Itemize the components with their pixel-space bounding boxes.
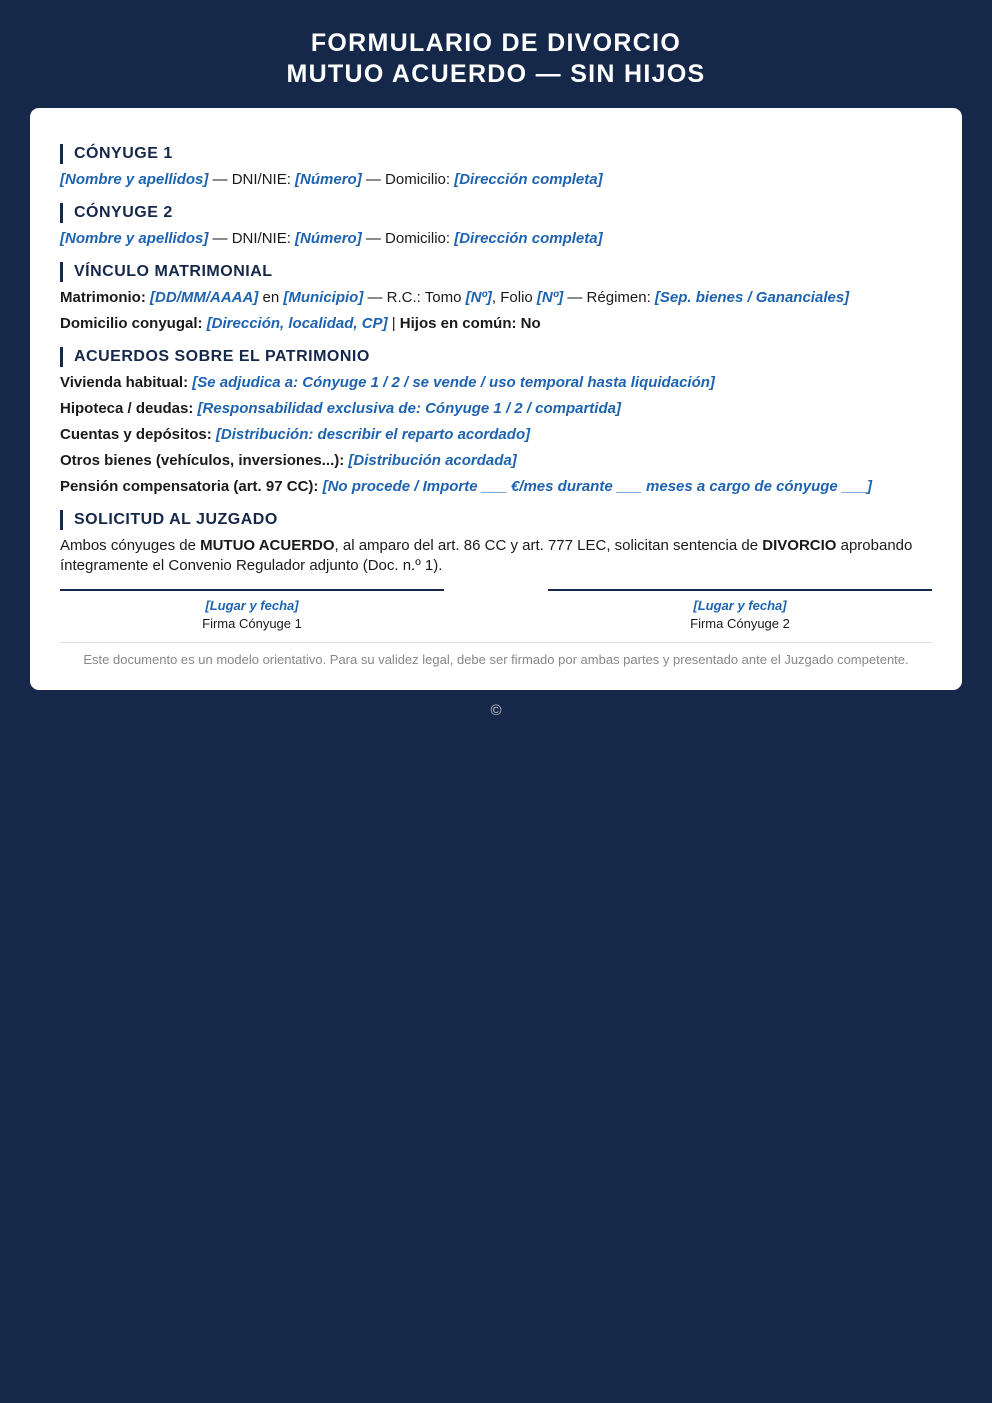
conyuge-1-details bbox=[60, 170, 932, 190]
label: — DNI/NIE: bbox=[208, 171, 296, 188]
pension-field[interactable]: [No procede / Importe ___ €/mes durante ___ meses a cargo de cónyuge ___] bbox=[322, 478, 872, 495]
municipio-field[interactable]: [Municipio] bbox=[283, 289, 364, 306]
page-title bbox=[0, 0, 992, 90]
label: Otros bienes (vehículos, inversiones...): bbox=[60, 452, 345, 469]
signature-block-2 bbox=[548, 589, 932, 633]
section-vinculo bbox=[60, 262, 932, 334]
patrimonio-item bbox=[60, 451, 932, 471]
section-heading: VÍNCULO MATRIMONIAL bbox=[60, 262, 932, 282]
label: — Régimen: bbox=[563, 289, 655, 306]
name-field[interactable]: [Nombre y apellidos] bbox=[60, 230, 209, 247]
solicitud-text bbox=[60, 536, 932, 576]
title-line-1: FORMULARIO DE DIVORCIO bbox=[310, 29, 682, 57]
label: — Domicilio: bbox=[361, 230, 455, 247]
matrimonio-row bbox=[60, 288, 932, 308]
signature-label: Firma Cónyuge 2 bbox=[690, 616, 790, 631]
domicilio-field[interactable]: [Dirección, localidad, CP] bbox=[206, 315, 388, 332]
text-bold: MUTUO ACUERDO bbox=[200, 537, 335, 554]
hipoteca-field[interactable]: [Responsabilidad exclusiva de: Cónyuge 1 / 2 / compartida] bbox=[197, 400, 621, 417]
dni-field[interactable]: [Número] bbox=[295, 230, 362, 247]
name-field[interactable]: [Nombre y apellidos] bbox=[60, 171, 209, 188]
label: Hijos en común: bbox=[399, 315, 517, 332]
title-line-2: MUTUO ACUERDO — SIN HIJOS bbox=[286, 60, 706, 88]
label: Cuentas y depósitos: bbox=[60, 426, 212, 443]
otros-bienes-field[interactable]: [Distribución acordada] bbox=[348, 452, 517, 469]
cuentas-field[interactable]: [Distribución: describir el reparto acordado] bbox=[215, 426, 531, 443]
folio-field[interactable]: [Nº] bbox=[536, 289, 564, 306]
place-date-field[interactable]: [Lugar y fecha] bbox=[205, 598, 299, 613]
address-field[interactable]: [Dirección completa] bbox=[454, 230, 603, 247]
label: en bbox=[258, 289, 284, 306]
section-conyuge-1 bbox=[60, 144, 932, 190]
text: Ambos cónyuges de bbox=[60, 537, 201, 554]
patrimonio-item bbox=[60, 399, 932, 419]
address-field[interactable]: [Dirección completa] bbox=[454, 171, 603, 188]
disclaimer-note: Este documento es un modelo orientativo. Para su validez legal, debe ser firmado por ambas partes y presentado ante el Juzgado competente. bbox=[60, 642, 932, 667]
date-field[interactable]: [DD/MM/AAAA] bbox=[150, 289, 259, 306]
vivienda-field[interactable]: [Se adjudica a: Cónyuge 1 / 2 / se vende / uso temporal hasta liquidación] bbox=[192, 374, 715, 391]
text-bold: DIVORCIO bbox=[762, 537, 837, 554]
signatures bbox=[60, 589, 932, 633]
section-heading: CÓNYUGE 2 bbox=[60, 203, 932, 223]
form-card bbox=[30, 108, 962, 690]
text: , al amparo del art. 86 CC y art. 777 LEC, solicitan sentencia de bbox=[334, 537, 763, 554]
patrimonio-item bbox=[60, 477, 932, 497]
regimen-field[interactable]: [Sep. bienes / Gananciales] bbox=[654, 289, 850, 306]
signature-label: Firma Cónyuge 1 bbox=[202, 616, 302, 631]
label: — Domicilio: bbox=[361, 171, 455, 188]
section-heading: SOLICITUD AL JUZGADO bbox=[60, 510, 932, 530]
patrimonio-item bbox=[60, 373, 932, 393]
separator: | bbox=[387, 315, 400, 332]
label: Pensión compensatoria (art. 97 CC): bbox=[60, 478, 319, 495]
section-heading: CÓNYUGE 1 bbox=[60, 144, 932, 164]
patrimonio-item bbox=[60, 425, 932, 445]
section-patrimonio bbox=[60, 347, 932, 497]
label: — R.C.: Tomo bbox=[363, 289, 466, 306]
dni-field[interactable]: [Número] bbox=[295, 171, 362, 188]
label: , Folio bbox=[491, 289, 537, 306]
conyuge-2-details bbox=[60, 229, 932, 249]
tomo-field[interactable]: [Nº] bbox=[465, 289, 492, 306]
place-date-field[interactable]: [Lugar y fecha] bbox=[693, 598, 787, 613]
section-solicitud bbox=[60, 510, 932, 576]
label: Hipoteca / deudas: bbox=[60, 400, 194, 417]
copyright: © bbox=[490, 702, 502, 719]
label: Domicilio conyugal: bbox=[60, 315, 203, 332]
section-heading: ACUERDOS SOBRE EL PATRIMONIO bbox=[60, 347, 932, 367]
domicilio-row bbox=[60, 314, 932, 334]
label: Vivienda habitual: bbox=[60, 374, 189, 391]
signature-block-1 bbox=[60, 589, 444, 633]
label: Matrimonio: bbox=[60, 289, 146, 306]
hijos-value: No bbox=[520, 315, 541, 332]
text: aprobando íntegramente el Convenio Regulador adjunto (Doc. n.º 1). bbox=[60, 537, 913, 574]
section-conyuge-2 bbox=[60, 203, 932, 249]
label: — DNI/NIE: bbox=[208, 230, 296, 247]
